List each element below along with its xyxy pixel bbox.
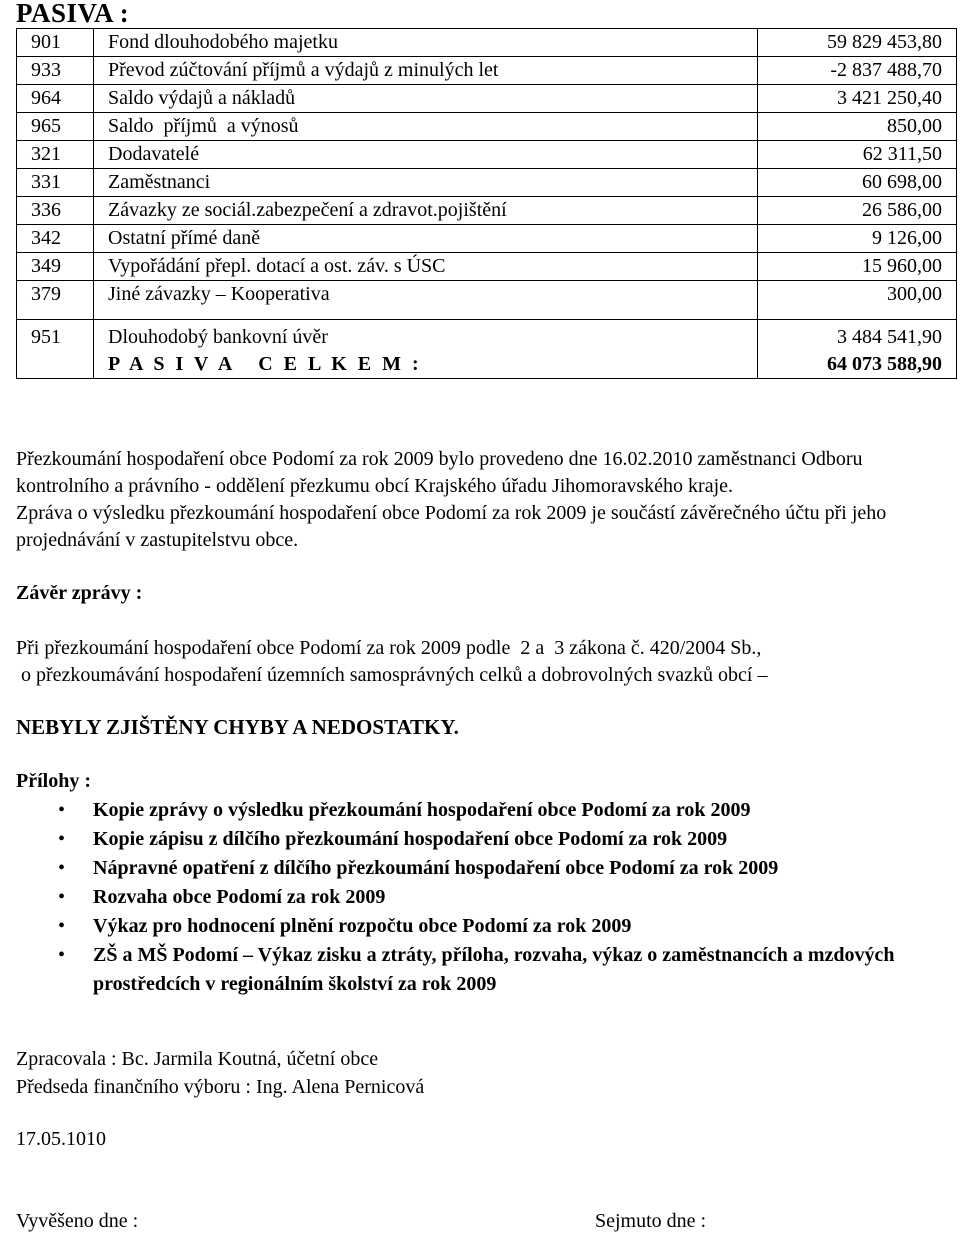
bullet-icon: • — [58, 857, 66, 879]
table-row — [17, 29, 957, 57]
attachment-label: ZŠ a MŠ Podomí – Výkaz zisku a ztráty, příloha, rozvaha, výkaz o zaměstnancích a mzdových prostředcích v regionálním školství za rok 2009 — [93, 944, 895, 995]
account-name: Zaměstnanci — [94, 169, 758, 197]
table-row — [17, 85, 957, 113]
table-row — [17, 281, 957, 320]
account-amount: 300,00 — [758, 281, 957, 320]
account-amount: 26 586,00 — [758, 197, 957, 225]
account-amount: 62 311,50 — [758, 141, 957, 169]
bullet-icon: • — [58, 828, 66, 850]
bullet-icon: • — [58, 915, 66, 937]
account-code: 901 — [17, 29, 94, 57]
table-row — [17, 57, 957, 85]
total-amount: 64 073 588,90 — [827, 353, 942, 375]
total-label: P A S I V A C E L K E M : — [108, 353, 422, 375]
conclusion-line-2: o přezkoumávání hospodaření územních samosprávných celků a dobrovolných svazků obcí – — [16, 664, 768, 686]
table-row — [17, 113, 957, 141]
account-name: Vypořádání přepl. dotací a ost. záv. s ÚSC — [94, 253, 758, 281]
committee-chair: Předseda finančního výboru : Ing. Alena Pernicová — [16, 1076, 425, 1098]
table-row — [17, 141, 957, 169]
document-date: 17.05.1010 — [16, 1128, 106, 1150]
table-row — [17, 169, 957, 197]
account-name: Závazky ze sociál.zabezpečení a zdravot.pojištění — [94, 197, 758, 225]
conclusion-line-1: Při přezkoumání hospodaření obce Podomí za rok 2009 podle 2 a 3 zákona č. 420/2004 Sb., — [16, 637, 762, 659]
prepared-by: Zpracovala : Bc. Jarmila Koutná, účetní obce — [16, 1048, 379, 1070]
account-name: Dlouhodobý bankovní úvěr — [108, 326, 328, 348]
bullet-icon: • — [58, 799, 66, 821]
account-amount-with-total — [758, 320, 957, 379]
section-heading: PASIVA : — [16, 0, 130, 28]
attachment-label: Výkaz pro hodnocení plnění rozpočtu obce Podomí za rok 2009 — [93, 915, 632, 937]
table-row — [17, 197, 957, 225]
account-code: 342 — [17, 225, 94, 253]
list-item — [16, 883, 960, 912]
account-name-with-total — [94, 320, 758, 379]
account-name: Jiné závazky – Kooperativa — [94, 281, 758, 320]
account-amount: 9 126,00 — [758, 225, 957, 253]
account-name: Fond dlouhodobého majetku — [94, 29, 758, 57]
account-code: 321 — [17, 141, 94, 169]
table-row — [17, 225, 957, 253]
account-code: 965 — [17, 113, 94, 141]
bullet-icon: • — [58, 944, 66, 966]
list-item — [16, 796, 960, 825]
list-item — [16, 825, 960, 854]
attachments-heading: Přílohy : — [16, 770, 91, 792]
account-amount: -2 837 488,70 — [758, 57, 957, 85]
account-code: 336 — [17, 197, 94, 225]
list-item — [16, 941, 960, 999]
account-code: 349 — [17, 253, 94, 281]
account-code: 933 — [17, 57, 94, 85]
bullet-icon: • — [58, 886, 66, 908]
list-item — [16, 854, 960, 883]
account-amount: 3 484 541,90 — [837, 326, 942, 348]
account-name: Ostatní přímé daně — [94, 225, 758, 253]
account-amount: 60 698,00 — [758, 169, 957, 197]
table-row — [17, 253, 957, 281]
review-paragraph: Přezkoumání hospodaření obce Podomí za rok 2009 bylo provedeno dne 16.02.2010 zaměstnanci Odboru kontrolního a právního - oddělení přezkumu obcí Krajského úřadu Jihomoravského kraje. — [16, 448, 863, 497]
conclusion-heading: Závěr zprávy : — [16, 582, 143, 604]
account-name: Dodavatelé — [94, 141, 758, 169]
account-code: 964 — [17, 85, 94, 113]
attachments-list — [16, 796, 960, 999]
attachment-label: Kopie zápisu z dílčího přezkoumání hospodaření obce Podomí za rok 2009 — [93, 828, 728, 850]
account-code: 379 — [17, 281, 94, 320]
account-amount: 3 421 250,40 — [758, 85, 957, 113]
report-paragraph: Zpráva o výsledku přezkoumání hospodaření obce Podomí za rok 2009 je součástí závěrečného účtu při jeho projednávání v zastupitelstvu obce. — [16, 502, 887, 551]
posted-date-label: Vyvěšeno dne : — [16, 1210, 139, 1232]
account-amount: 850,00 — [758, 113, 957, 141]
account-code: 951 — [17, 320, 94, 379]
account-name: Saldo výdajů a nákladů — [94, 85, 758, 113]
verdict: NEBYLY ZJIŠTĚNY CHYBY A NEDOSTATKY. — [16, 715, 459, 739]
account-amount: 15 960,00 — [758, 253, 957, 281]
table-row-total — [17, 320, 957, 379]
account-name: Saldo příjmů a výnosů — [94, 113, 758, 141]
removed-date-label: Sejmuto dne : — [595, 1210, 707, 1232]
liabilities-table — [16, 28, 957, 379]
attachment-label: Rozvaha obce Podomí za rok 2009 — [93, 886, 386, 908]
list-item — [16, 912, 960, 941]
account-amount: 59 829 453,80 — [758, 29, 957, 57]
attachment-label: Kopie zprávy o výsledku přezkoumání hospodaření obce Podomí za rok 2009 — [93, 799, 751, 821]
attachment-label: Nápravné opatření z dílčího přezkoumání hospodaření obce Podomí za rok 2009 — [93, 857, 779, 879]
account-code: 331 — [17, 169, 94, 197]
account-name: Převod zúčtování příjmů a výdajů z minulých let — [94, 57, 758, 85]
